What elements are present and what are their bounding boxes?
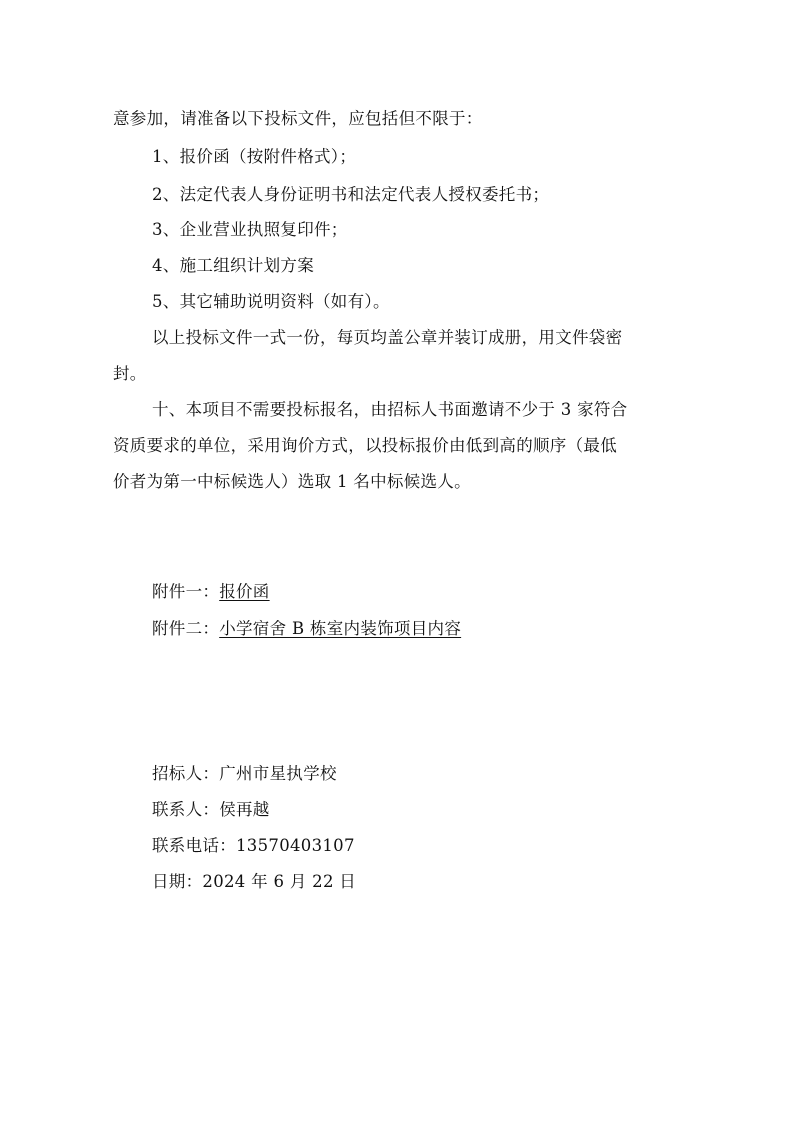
document-item-4: 4、施工组织计划方案 [152,256,314,275]
document-item-3: 3、企业营业执照复印件； [152,220,348,239]
attachment-1-link[interactable]: 报价函 [219,582,270,601]
intro-line: 意参加，请准备以下投标文件，应包括但不限于： [113,109,483,128]
attachment-2 [152,618,461,640]
document-item-5: 5、其它辅助说明资料（如有）。 [152,292,390,311]
item-ten-line-1: 十、本项目不需要投标报名，由招标人书面邀请不少于 3 家符合 [152,400,628,419]
phone-line: 联系电话：13570403107 [152,836,355,855]
document-item-1: 1、报价函（按附件格式）； [152,147,357,166]
item-ten-line-2: 资质要求的单位，采用询价方式，以投标报价由低到高的顺序（最低 [113,436,617,455]
date-line: 日期：2024 年 6 月 22 日 [152,872,357,891]
sealing-line-1: 以上投标文件一式一份，每页均盖公章并装订成册，用文件袋密 [152,328,623,347]
tenderer-line: 招标人：广州市星执学校 [152,764,337,783]
document-item-2: 2、法定代表人身份证明书和法定代表人授权委托书； [152,185,550,204]
contact-person-line: 联系人：侯再越 [152,800,270,819]
sealing-line-2: 封。 [113,364,147,383]
attachment-2-link[interactable]: 小学宿舍 B 栋室内装饰项目内容 [219,619,462,638]
attachment-1-label: 附件一： [152,582,220,601]
attachment-2-label: 附件二： [152,619,220,638]
attachment-1 [152,581,270,603]
item-ten-line-3: 价者为第一中标候选人）选取 1 名中标候选人。 [113,472,471,491]
